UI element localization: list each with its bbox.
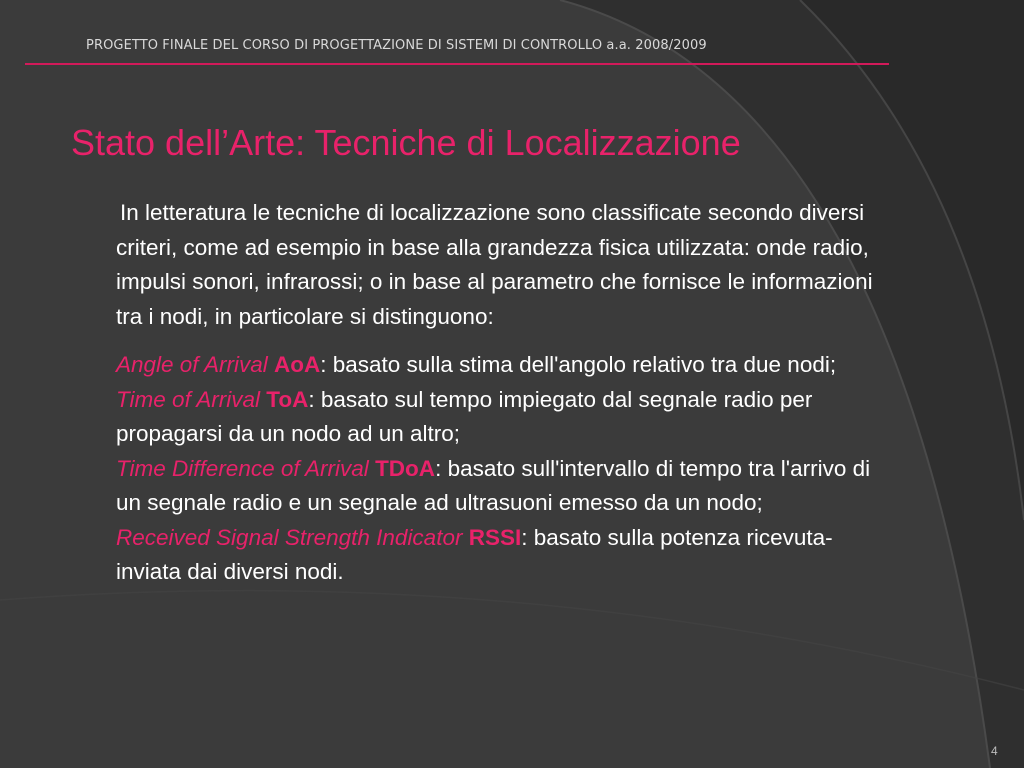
slide-title: Stato dell’Arte: Tecniche di Localizzazione: [71, 122, 741, 163]
intro-paragraph: In letteratura le tecniche di localizzazione sono classificate secondo diversi criteri, come ad esempio in base alla grandezza fisica utilizzata: onde radio, impulsi sonori, infrarossi; o in base al parametro che fornisce le informazioni tra i nodi, in particolare si distinguono:: [116, 200, 873, 329]
technique-toa: [116, 383, 886, 452]
slide-header: [86, 38, 707, 53]
technique-description: : basato sulla potenza ricevuta-inviata dai diversi nodi.: [116, 524, 833, 584]
technique-description: : basato sul tempo impiegato dal segnale radio per propagarsi da un nodo ad un altro;: [116, 386, 813, 446]
technique-rssi: [116, 521, 886, 590]
page-number: 4: [991, 744, 998, 758]
header-year: a.a. 2008/2009: [606, 38, 707, 53]
technique-description: : basato sulla stima dell'angolo relativo tra due nodi;: [320, 352, 837, 377]
technique-term: Time of Arrival: [116, 386, 260, 412]
technique-tdoa: [116, 452, 886, 521]
technique-acronym: RSSI: [468, 524, 522, 550]
technique-acronym: ToA: [266, 386, 309, 412]
technique-term: Time Difference of Arrival: [116, 455, 369, 481]
technique-term: Received Signal Strength Indicator: [116, 524, 463, 550]
header-divider: [25, 63, 889, 65]
technique-description: : basato sull'intervallo di tempo tra l'arrivo di un segnale radio e un segnale ad ultrasuoni emesso da un nodo;: [116, 455, 871, 515]
header-course: PROGETTO FINALE DEL CORSO DI PROGETTAZIONE DI SISTEMI DI CONTROLLO: [86, 38, 603, 53]
technique-term: Angle of Arrival: [116, 352, 268, 377]
technique-aoa: [116, 348, 886, 383]
technique-acronym: TDoA: [375, 455, 436, 481]
slide-body: [116, 196, 886, 590]
technique-acronym: AoA: [274, 352, 321, 377]
